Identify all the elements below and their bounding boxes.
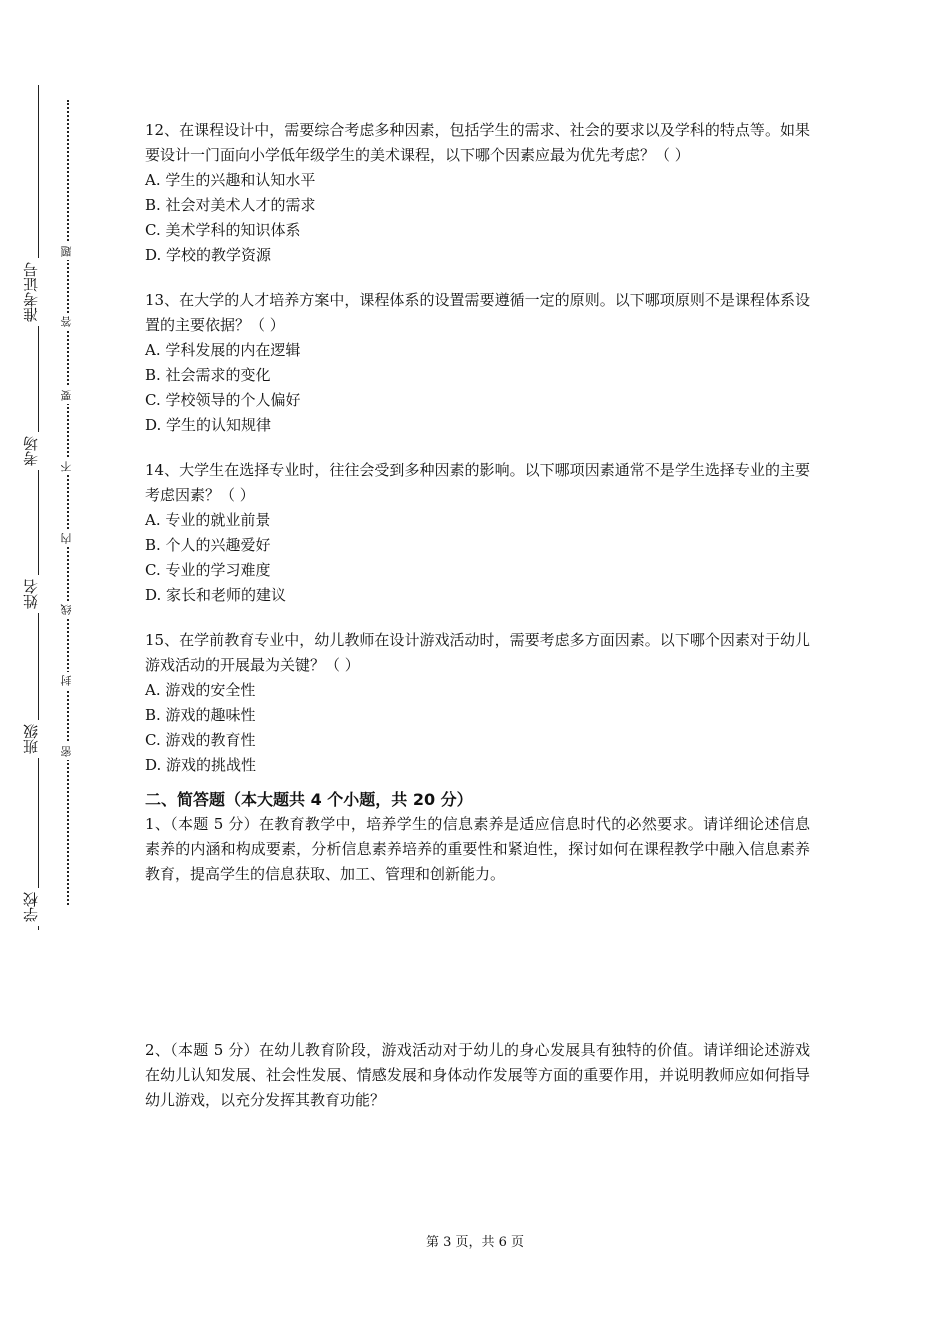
question-stem: 15、在学前教育专业中，幼儿教师在设计游戏活动时，需要考虑多方面因素。以下哪个因素对于幼儿游戏活动的开展最为关键？（ ） [145,631,810,674]
option-d: D. 学校的教学资源 [145,246,272,264]
question-12 [145,118,810,268]
label-name: 姓名 [22,575,40,613]
option-a: A. 学生的兴趣和认知水平 [145,171,316,189]
option-a: A. 游戏的安全性 [145,681,256,699]
option-b: B. 社会需求的变化 [145,366,271,384]
option-b: B. 游戏的趣味性 [145,706,256,724]
dotted-char: 内 [60,530,74,547]
question-13 [145,288,810,438]
dotted-char: 线 [60,601,74,618]
option-b: B. 社会对美术人才的需求 [145,196,316,214]
section-title: 二、简答题（本大题共 4 个小题，共 20 分） [145,790,473,809]
page-number: 第 3 页，共 6 页 [425,1235,525,1250]
option-a: A. 专业的就业前景 [145,511,271,529]
question-stem: 14、大学生在选择专业时，往往会受到多种因素的影响。以下哪项因素通常不是学生选择专业的主要考虑因素？（ ） [145,461,810,504]
option-c: C. 专业的学习难度 [145,561,271,579]
label-school: 学校 [22,888,40,926]
option-d: D. 家长和老师的建议 [145,586,287,604]
question-stem: 13、在大学的人才培养方案中，课程体系的设置需要遵循一定的原则。以下哪项原则不是课程体系设置的主要依据？（ ） [145,291,810,334]
option-c: C. 美术学科的知识体系 [145,221,301,239]
binding-solid-line [38,85,39,930]
essay-question-2: 2、（本题 5 分）在幼儿教育阶段，游戏活动对于幼儿的身心发展具有独特的价值。请详细论述游戏在幼儿认知发展、社会性发展、情感发展和身体动作发展等方面的重要作用，并说明教师应如何指导幼儿游戏，以充分发挥其教育功能？ [145,1041,810,1109]
exam-content [145,118,810,1113]
dotted-char: 密 [60,743,74,760]
option-d: D. 游戏的挑战性 [145,756,257,774]
option-d: D. 学生的认知规律 [145,416,272,434]
question-stem: 12、在课程设计中，需要综合考虑多种因素，包括学生的需求、社会的要求以及学科的特点等。如果要设计一门面向小学低年级学生的美术课程，以下哪个因素应最为优先考虑？（ ） [145,121,810,164]
essay-question-1: 1、（本题 5 分）在教育教学中，培养学生的信息素养是适应信息时代的必然要求。请详细论述信息素养的内涵和构成要素，分析信息素养培养的重要性和紧迫性，探讨如何在课程教学中融入信息素养教育，提高学生的信息获取、加工、管理和创新能力。 [145,815,810,883]
option-b: B. 个人的兴趣爱好 [145,536,271,554]
option-a: A. 学科发展的内在逻辑 [145,341,301,359]
dotted-char: 题 [60,243,74,260]
question-14 [145,458,810,608]
binding-margin [0,0,110,1344]
dotted-char: 封 [60,672,74,689]
label-exam-number: 准考证号 [22,258,40,326]
question-15 [145,628,810,778]
dotted-char: 要 [60,387,74,404]
dotted-char: 不 [60,458,74,475]
binding-dotted-line [67,100,69,905]
label-exam-room: 考场 [22,432,40,470]
dotted-char: 答 [60,313,74,330]
option-c: C. 学校领导的个人偏好 [145,391,301,409]
label-class: 班级 [22,720,40,758]
option-c: C. 游戏的教育性 [145,731,256,749]
